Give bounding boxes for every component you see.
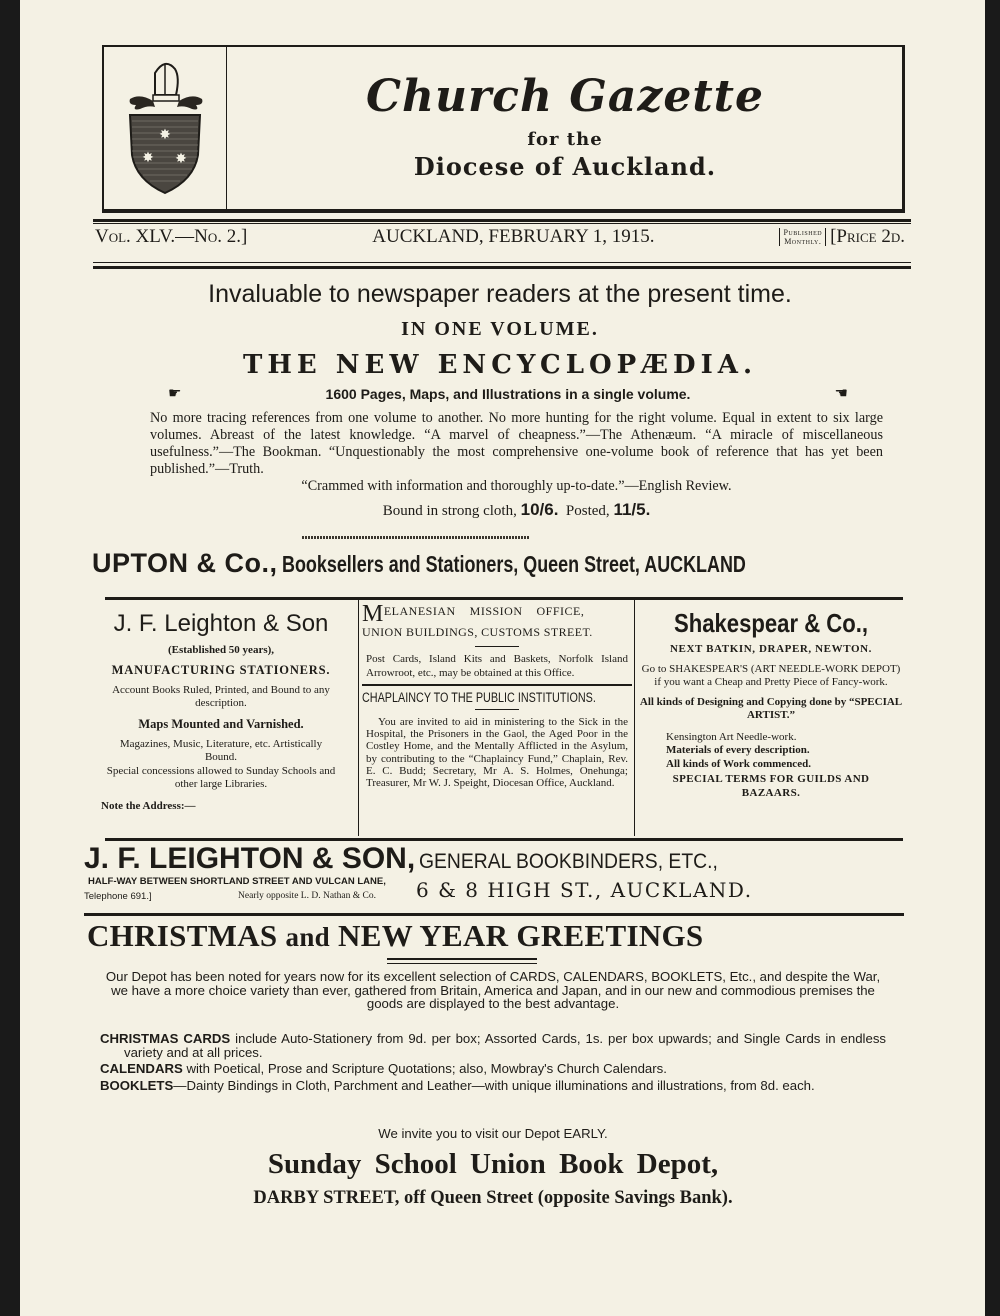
price-bound: 10/6.: [520, 500, 559, 519]
shakespear-address: NEXT BATKIN, DRAPER, NEWTON.: [670, 643, 872, 655]
christmas-item: BOOKLETS—Dainty Bindings in Cloth, Parchment and Leather—with unique illuminations and illustrations, from 8d. each.: [100, 1077, 815, 1093]
encyclopaedia-body: No more tracing references from one volume to another. No more hunting for the right volume. Equal in extent to six large volumes. Abreast of the latest knowledge. “A marvel of cheapness.”—The Athenæum. “A miracle of miscellaneous usefulness.”—The Bookman. “Unquestionably the most comprehensive one-volume book of reference that has yet been published.”—Truth.: [150, 410, 883, 477]
christmas-items: [100, 1032, 886, 1092]
banner-telephone: Telephone 691.]: [84, 891, 152, 902]
leighton-line3: Magazines, Music, Literature, etc. Artistically Bound.: [119, 737, 323, 763]
banner-opposite: Nearly opposite L. D. Nathan & Co.: [238, 891, 376, 901]
christmas-invite: We invite you to visit our Depot EARLY.: [378, 1126, 608, 1141]
chaplaincy-body: You are invited to aid in ministering to the Sick in the Hospital, the Prisoners in the Gaol, the Aged Poor in the Costley Home, and the Mentally Afflicted in the Asylum, by contributing to the “Chaplaincy Fund,” Chaplain, Rev. E. C. Budd; Secretary, Mr A. S. Holmes, Onehunga; Treasurer, Mr W. J. Speight, Diocesan Office, Auckland.: [366, 716, 628, 790]
masthead: [102, 45, 905, 213]
banner-trade: GENERAL BOOKBINDERS, ETC.,: [419, 850, 718, 873]
leighton-line4: Special concessions allowed to Sunday Schools and other large Libraries.: [106, 764, 336, 790]
leighton-line1: Account Books Ruled, Printed, and Bound to any description.: [112, 683, 330, 709]
encyclopaedia-prices: Bound in strong cloth, 10/6. Posted, 11/5.: [382, 500, 651, 519]
title-panel: [228, 47, 902, 209]
encyclopaedia-subhead: IN ONE VOLUME.: [401, 318, 599, 340]
diocese-crest-icon: [120, 55, 210, 195]
banner-rule-top: [105, 838, 903, 841]
mission-body: Post Cards, Island Kits and Baskets, Norfolk Island Arrowroot, etc., may be obtained at this Office.: [366, 653, 628, 679]
chaplaincy-heading: CHAPLAINCY TO THE PUBLIC INSTITUTIONS.: [362, 690, 596, 705]
svg-text:✸: ✸: [142, 151, 154, 166]
encyclopaedia-tagline: Invaluable to newspaper readers at the present time.: [208, 280, 792, 308]
christmas-item: CHRISTMAS CARDS include Auto-Stationery from 9d. per box; Assorted Cards, 1s. per box upwards; and Single Cards in endless variety and at all prices.: [100, 1031, 887, 1060]
christmas-heading: CHRISTMAS and NEW YEAR GREETINGS: [87, 918, 704, 953]
leighton-trade: MANUFACTURING STATIONERS.: [111, 662, 331, 677]
mission-heading-line2: UNION BUILDINGS, CUSTOMS STREET.: [362, 625, 593, 639]
shakespear-line2: All kinds of Designing and Copying done by “SPECIAL ARTIST.”: [639, 695, 903, 721]
shakespear-line3: Kensington Art Needle-work.: [666, 730, 797, 743]
volume-number: Vol. XLV.—No. 2.]: [95, 226, 248, 247]
column-divider-1: [358, 600, 359, 836]
banner-name: J. F. LEIGHTON & SON,: [84, 842, 416, 875]
column-divider-2: [634, 600, 635, 836]
encyclopaedia-quote: “Crammed with information and thoroughly up-to-date.”—English Review.: [301, 478, 732, 494]
shakespear-line1: Go to SHAKESPEAR'S (ART NEEDLE-WORK DEPOT) if you want a Cheap and Pretty Piece of Fancy-work.: [641, 662, 901, 688]
christmas-rule-1: [387, 958, 537, 960]
depot-address: DARBY STREET, off Queen Street (opposite Savings Bank).: [253, 1188, 733, 1208]
encyclopaedia-feature: 1600 Pages, Maps, and Illustrations in a single volume.: [325, 385, 691, 402]
mission-heading: MELANESIAN MISSION OFFICE,: [362, 601, 585, 627]
issue-rule-top-thin: [93, 223, 911, 224]
issue-rule-bottom-thin: [93, 262, 911, 263]
issue-line: [95, 226, 905, 248]
shakespear-line5: All kinds of Work commenced.: [666, 757, 811, 770]
publication-info: [779, 226, 905, 248]
svg-text:✸: ✸: [159, 128, 171, 143]
ornamental-rule: [302, 536, 530, 539]
mission-column: [362, 600, 632, 836]
shakespear-line6: SPECIAL TERMS FOR GUILDS AND BAZAARS.: [672, 773, 870, 799]
gazette-page: [20, 0, 985, 1316]
for-the-text: for the: [527, 129, 603, 150]
depot-name: Sunday School Union Book Depot,: [267, 1148, 719, 1180]
svg-text:✸: ✸: [175, 152, 187, 167]
banner-rule-bottom: [84, 913, 904, 916]
mission-divider: [362, 684, 632, 686]
encyclopaedia-feature-line: [168, 384, 848, 403]
leighton-banner: [84, 842, 914, 876]
shakespear-column: [638, 600, 904, 836]
pointing-hand-left-icon: ☚: [834, 386, 848, 402]
banner-location: HALF-WAY BETWEEN SHORTLAND STREET AND VULCAN LANE,: [88, 876, 386, 887]
price-posted: 11/5.: [613, 500, 651, 519]
christmas-item: CALENDARS with Poetical, Prose and Scripture Quotations; also, Mowbray's Church Calendars.: [100, 1061, 667, 1076]
upton-name: UPTON & Co.,: [92, 548, 278, 578]
upton-ad: [92, 548, 912, 579]
published-monthly: Published Monthly.: [779, 228, 826, 246]
issue-rule-top: [93, 219, 911, 222]
issue-price: [Price 2d.: [830, 226, 905, 247]
banner-address: 6 & 8 HIGH ST., AUCKLAND.: [416, 878, 753, 902]
leighton-name: J. F. Leighton & Son: [113, 610, 329, 637]
issue-rule-bottom: [93, 266, 911, 269]
crest-panel: [104, 47, 227, 209]
shakespear-line4: Materials of every description.: [666, 744, 810, 756]
gazette-title: Church Gazette: [366, 71, 764, 122]
leighton-line2: Maps Mounted and Varnished.: [138, 716, 304, 731]
leighton-established: (Established 50 years),: [167, 644, 275, 656]
christmas-intro: Our Depot has been noted for years now for its excellent selection of CARDS, CALENDARS, BOOKLETS, Etc., and despite the War, we have a more choice variety than ever, gathered from Britain, America and Japan, and in our new and commodious premises the goods are displayed to the best advantage.: [105, 969, 881, 1011]
christmas-rule-2: [387, 963, 537, 964]
encyclopaedia-title: THE NEW ENCYCLOPÆDIA.: [243, 350, 757, 380]
shakespear-name: Shakespear & Co.,: [673, 608, 869, 638]
pointing-hand-right-icon: ☛: [168, 386, 182, 402]
issue-date: AUCKLAND, FEBRUARY 1, 1915.: [372, 226, 655, 247]
leighton-column: [85, 600, 357, 836]
upton-description: Booksellers and Stationers, Queen Street, AUCKLAND: [281, 551, 746, 577]
diocese-name: Diocese of Auckland.: [413, 152, 717, 181]
leighton-note: Note the Address:—: [101, 799, 196, 812]
